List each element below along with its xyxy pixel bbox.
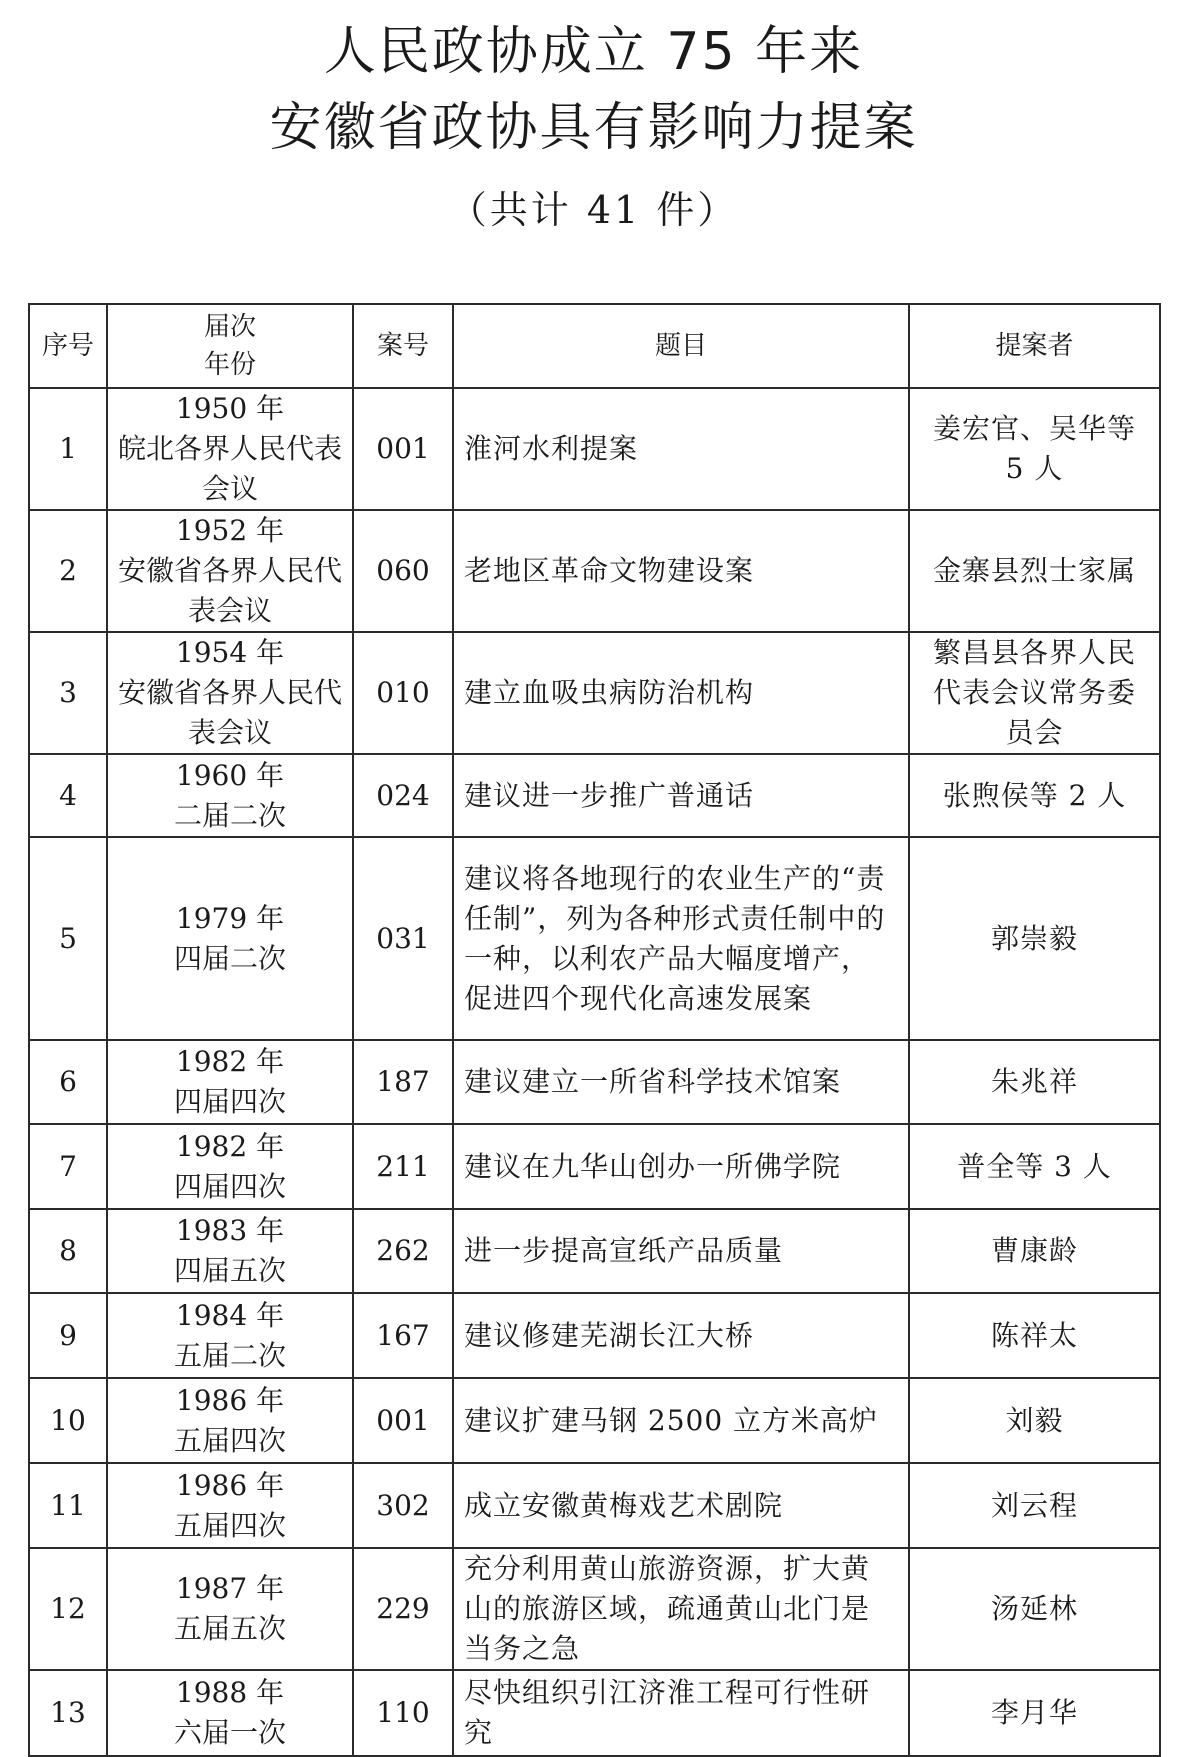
row-seq: 4 [29,754,107,837]
row-case-no: 001 [353,388,453,510]
row-topic: 建议扩建马钢 2500 立方米高炉 [453,1378,909,1463]
row-topic: 建议在九华山创办一所佛学院 [453,1124,909,1209]
table-header-row [29,304,1160,388]
row-session [107,1670,353,1756]
row-year: 1988 年 [175,1676,285,1709]
row-proposer: 金寨县烈士家属 [909,510,1160,632]
row-topic: 建议修建芜湖长江大桥 [453,1293,909,1378]
row-seq: 8 [29,1209,107,1293]
row-session [107,510,353,632]
page-subtitle: （共计 41 件） [448,188,739,232]
row-session-name: 皖北各界人民代表会议 [118,432,343,505]
row-topic: 老地区革命文物建设案 [453,510,909,632]
row-case-no: 060 [353,510,453,632]
row-proposer: 陈祥太 [909,1293,1160,1378]
row-seq: 12 [29,1548,107,1670]
row-year: 1986 年 [175,1468,285,1502]
row-proposer: 曹康龄 [909,1209,1160,1293]
table-row [29,837,1160,1040]
row-session [107,1378,353,1463]
row-proposer: 朱兆祥 [909,1040,1160,1124]
row-case-no: 229 [353,1548,453,1670]
row-year: 1960 年 [175,758,285,792]
table-row [29,1463,1160,1548]
row-topic: 进一步提高宣纸产品质量 [453,1209,909,1293]
row-session [107,1209,353,1293]
row-proposer: 刘云程 [909,1463,1160,1548]
table-row [29,1548,1160,1670]
row-case-no: 010 [353,632,453,754]
row-year: 1986 年 [175,1383,285,1417]
row-seq: 6 [29,1040,107,1124]
row-session [107,632,353,754]
header-case-no: 案号 [353,304,453,388]
row-session-name: 二届二次 [173,798,286,832]
row-case-no: 001 [353,1378,453,1463]
row-session-name: 五届二次 [173,1338,286,1372]
row-case-no: 187 [353,1040,453,1124]
row-topic: 成立安徽黄梅戏艺术剧院 [453,1463,909,1548]
row-session-name: 六届一次 [173,1716,286,1749]
row-session-name: 四届四次 [173,1085,286,1118]
table-row [29,1293,1160,1378]
row-case-no: 302 [353,1463,453,1548]
row-proposer: 李月华 [909,1670,1160,1756]
row-session-name: 五届五次 [173,1612,286,1645]
row-case-no: 110 [353,1670,453,1756]
row-case-no: 031 [353,837,453,1040]
table-row [29,1378,1160,1463]
row-proposer: 普全等 3 人 [909,1124,1160,1209]
row-session [107,1293,353,1378]
proposals-table [28,303,1161,1757]
row-year: 1982 年 [175,1045,285,1078]
header-session-line1: 届次 [203,312,256,342]
row-seq: 13 [29,1670,107,1756]
table-row [29,388,1160,510]
row-topic: 建议建立一所省科学技术馆案 [453,1040,909,1124]
row-year: 1950 年 [175,392,285,425]
row-case-no: 262 [353,1209,453,1293]
row-seq: 1 [29,388,107,510]
row-year: 1979 年 [175,901,285,935]
row-session-name: 四届四次 [173,1169,286,1203]
row-seq: 5 [29,837,107,1040]
row-case-no: 024 [353,754,453,837]
row-session [107,837,353,1040]
row-year: 1984 年 [175,1298,285,1332]
row-session [107,1124,353,1209]
row-topic: 淮河水利提案 [453,388,909,510]
row-session [107,1040,353,1124]
row-seq: 9 [29,1293,107,1378]
table-row [29,1670,1160,1756]
row-session-name: 安徽省各界人民代表会议 [118,554,343,627]
row-session-name: 五届四次 [173,1508,286,1542]
table-row [29,632,1160,754]
row-seq: 2 [29,510,107,632]
header-topic: 题目 [453,304,909,388]
row-session [107,1548,353,1670]
row-session [107,388,353,510]
row-seq: 10 [29,1378,107,1463]
row-year: 1954 年 [175,636,285,669]
row-seq: 11 [29,1463,107,1548]
row-topic: 建立血吸虫病防治机构 [453,632,909,754]
row-year: 1982 年 [175,1129,285,1163]
row-proposer: 姜宏官、吴华等 5 人 [909,388,1160,510]
row-year: 1952 年 [175,514,285,547]
row-topic: 建议进一步推广普通话 [453,754,909,837]
row-proposer: 汤延林 [909,1548,1160,1670]
row-session-name: 四届五次 [173,1254,286,1287]
row-seq: 7 [29,1124,107,1209]
row-case-no: 167 [353,1293,453,1378]
header-proposer: 提案者 [909,304,1160,388]
row-topic: 充分利用黄山旅游资源，扩大黄山的旅游区域，疏通黄山北门是当务之急 [453,1548,909,1670]
row-year: 1987 年 [175,1572,285,1605]
header-session-line2: 年份 [203,350,256,380]
title-block [0,14,1187,240]
header-session [107,304,353,388]
page-title-line2: 安徽省政协具有影响力提案 [269,98,918,158]
header-seq: 序号 [29,304,107,388]
row-case-no: 211 [353,1124,453,1209]
table-row [29,754,1160,837]
row-proposer: 繁昌县各界人民代表会议常务委员会 [909,632,1160,754]
row-session-name: 五届四次 [173,1423,286,1457]
row-session-name: 安徽省各界人民代表会议 [118,676,343,749]
row-proposer: 刘毅 [909,1378,1160,1463]
page-title-line1: 人民政协成立 75 年来 [323,22,864,82]
table-row [29,1040,1160,1124]
table-row [29,1124,1160,1209]
table-row [29,1209,1160,1293]
row-session [107,1463,353,1548]
row-topic: 尽快组织引江济淮工程可行性研究 [453,1670,909,1756]
row-seq: 3 [29,632,107,754]
table-row [29,510,1160,632]
row-year: 1983 年 [175,1214,285,1247]
row-session-name: 四届二次 [173,941,286,975]
row-proposer: 郭崇毅 [909,837,1160,1040]
row-session [107,754,353,837]
row-proposer: 张煦侯等 2 人 [909,754,1160,837]
row-topic: 建议将各地现行的农业生产的“责任制”，列为各种形式责任制中的一种，以利农产品大幅度增产，促进四个现代化高速发展案 [453,837,909,1040]
